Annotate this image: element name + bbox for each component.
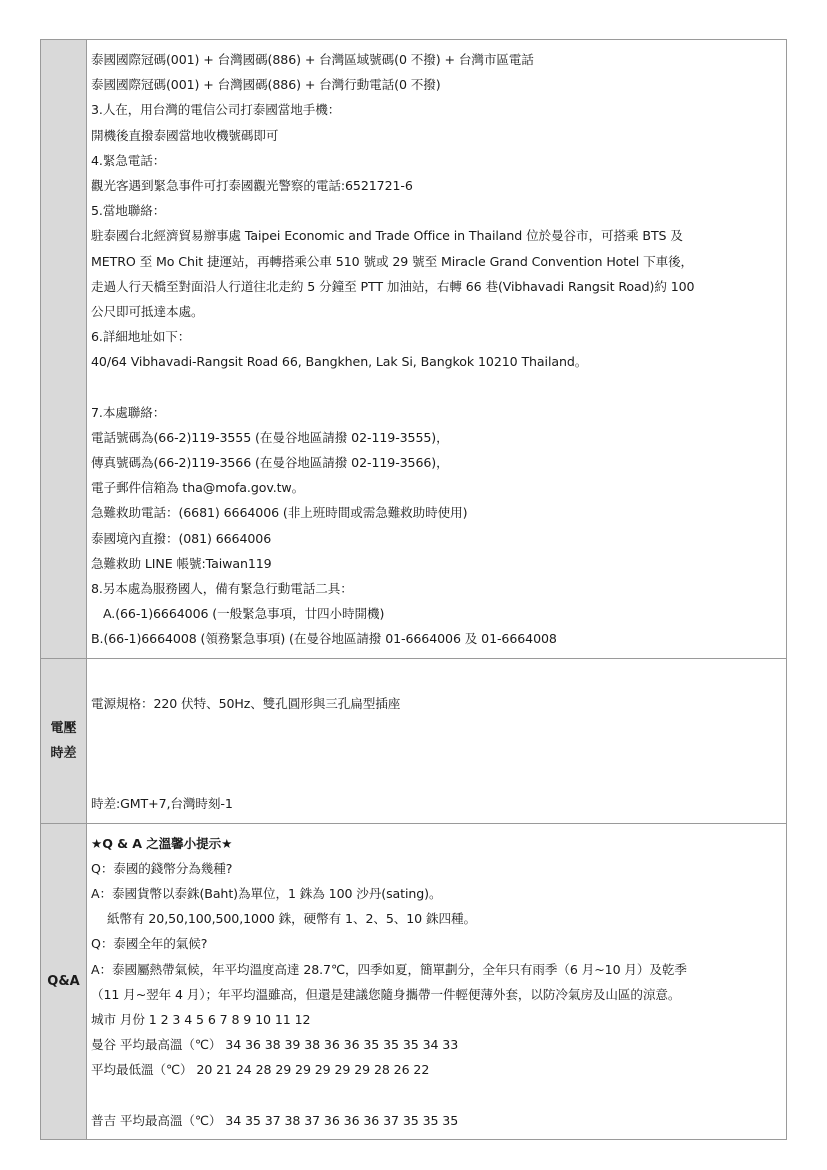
email-line: 電子郵件信箱為 tha@mofa.gov.tw。 [91, 480, 305, 496]
blank-line [91, 1083, 780, 1108]
text-line: 5.當地聯絡： [91, 203, 166, 219]
qa-heading: ★Q & A 之溫馨小提示★ [91, 835, 233, 851]
text-line: 3.人在，用台灣的電信公司打泰國當地手機： [91, 102, 341, 118]
text-line: 6.詳細地址如下： [91, 329, 191, 345]
text-line: 公尺即可抵達本處。 [91, 303, 204, 319]
blank-line [91, 666, 780, 691]
timezone-line: 時差:GMT+7,台灣時刻-1 [91, 796, 233, 812]
section-contact [41, 40, 787, 659]
text-line: 泰國國際冠碼(001) + 台灣國碼(886) + 台灣行動電話(0 不撥) [91, 77, 441, 93]
text-line: 走過人行天橋至對面沿人行道往北走約 5 分鐘至 PTT 加油站，右轉 66 巷(Vibhavadi Rangsit Road)約 100 [91, 278, 695, 294]
blank-line [91, 374, 780, 399]
blank-line [91, 716, 780, 741]
section-label-empty [41, 40, 87, 658]
climate-header-line: 城市 月份 1 2 3 4 5 6 7 8 9 10 11 12 [91, 1011, 311, 1027]
voltage-line: 電源規格：220 伏特、50Hz、雙孔圓形與三孔扁型插座 [91, 695, 401, 711]
text-line: 7.本處聯絡： [91, 404, 166, 420]
blank-line [91, 741, 780, 766]
label-timezone: 時差 [50, 745, 77, 761]
label-voltage: 電壓 [50, 720, 77, 736]
text-line: METRO 至 Mo Chit 捷運站，再轉搭乘公車 510 號或 29 號至 Miracle Grand Convention Hotel 下車後， [91, 253, 694, 269]
info-table [40, 39, 787, 1140]
section-qa [41, 824, 787, 1140]
section-content-qa [87, 824, 787, 1139]
blank-line [91, 766, 780, 791]
text-line: 泰國國際冠碼(001) + 台灣國碼(886) + 台灣區域號碼(0 不撥) + 台灣市區電話 [91, 52, 534, 67]
phone-line: 電話號碼為(66-2)119-3555 (在曼谷地區請撥 02-119-3555)， [91, 429, 449, 445]
text-line: 開機後直撥泰國當地收機號碼即可 [91, 127, 279, 143]
direct-dial-line: 泰國境內直撥：(081) 6664006 [91, 530, 272, 546]
qa-answer: A：泰國貨幣以泰銖(Baht)為單位，1 銖為 100 沙丹(sating)。 [91, 886, 442, 901]
section-label-voltage [41, 659, 87, 823]
section-content-contact [87, 40, 787, 658]
text-line: 4.緊急電話： [91, 152, 166, 168]
qa-answer: A：泰國屬熱帶氣候，年平均溫度高達 28.7℃，四季如夏，簡單劃分，全年只有雨季（6 月~10 月）及乾季 [91, 961, 687, 977]
emergency-phone-line: 急難救助電話：(6681) 6664006 (非上班時間或需急難救助時使用) [91, 505, 468, 521]
text-line: 觀光客遇到緊急事件可打泰國觀光警察的電話:6521721-6 [91, 177, 413, 193]
line-account-line: 急難救助 LINE 帳號:Taiwan119 [91, 555, 272, 571]
fax-line: 傳真號碼為(66-2)119-3566 (在曼谷地區請撥 02-119-3566)， [91, 455, 449, 470]
qa-question: Q：泰國的錢幣分為幾種? [91, 860, 233, 876]
climate-row: 平均最低溫（℃） 20 21 24 28 29 29 29 29 29 28 26 22 [91, 1062, 430, 1078]
section-label-qa: Q&A [41, 824, 87, 1139]
qa-answer: 紙幣有 20,50,100,500,1000 銖，硬幣有 1、2、5、10 銖四種。 [107, 911, 476, 927]
address-line: 40/64 Vibhavadi-Rangsit Road 66, Bangkhen, Lak Si, Bangkok 10210 Thailand。 [91, 354, 588, 370]
qa-answer: （11 月~翌年 4 月）；年平均溫雖高，但還是建議您隨身攜帶一件輕便薄外套，以防冷氣房及山區的涼意。 [91, 986, 681, 1002]
climate-row: 曼谷 平均最高溫（℃） 34 36 38 39 38 36 36 35 35 35 34 33 [91, 1037, 459, 1053]
text-line: B.(66-1)6664008 (領務緊急事項) (在曼谷地區請撥 01-6664006 及 01-6664008 [91, 631, 557, 647]
text-line: 8.另本處為服務國人，備有緊急行動電話二具： [91, 580, 353, 596]
qa-question: Q：泰國全年的氣候? [91, 936, 208, 952]
section-content-voltage [87, 659, 787, 823]
section-voltage [41, 659, 787, 824]
text-line: A.(66-1)6664006 (一般緊急事項，廿四小時開機) [103, 606, 385, 622]
climate-row: 普吉 平均最高溫（℃） 34 35 37 38 37 36 36 36 37 35 35 35 [91, 1112, 459, 1128]
text-line: 駐泰國台北經濟貿易辦事處 Taipei Economic and Trade Office in Thailand 位於曼谷市，可搭乘 BTS 及 [91, 228, 683, 244]
